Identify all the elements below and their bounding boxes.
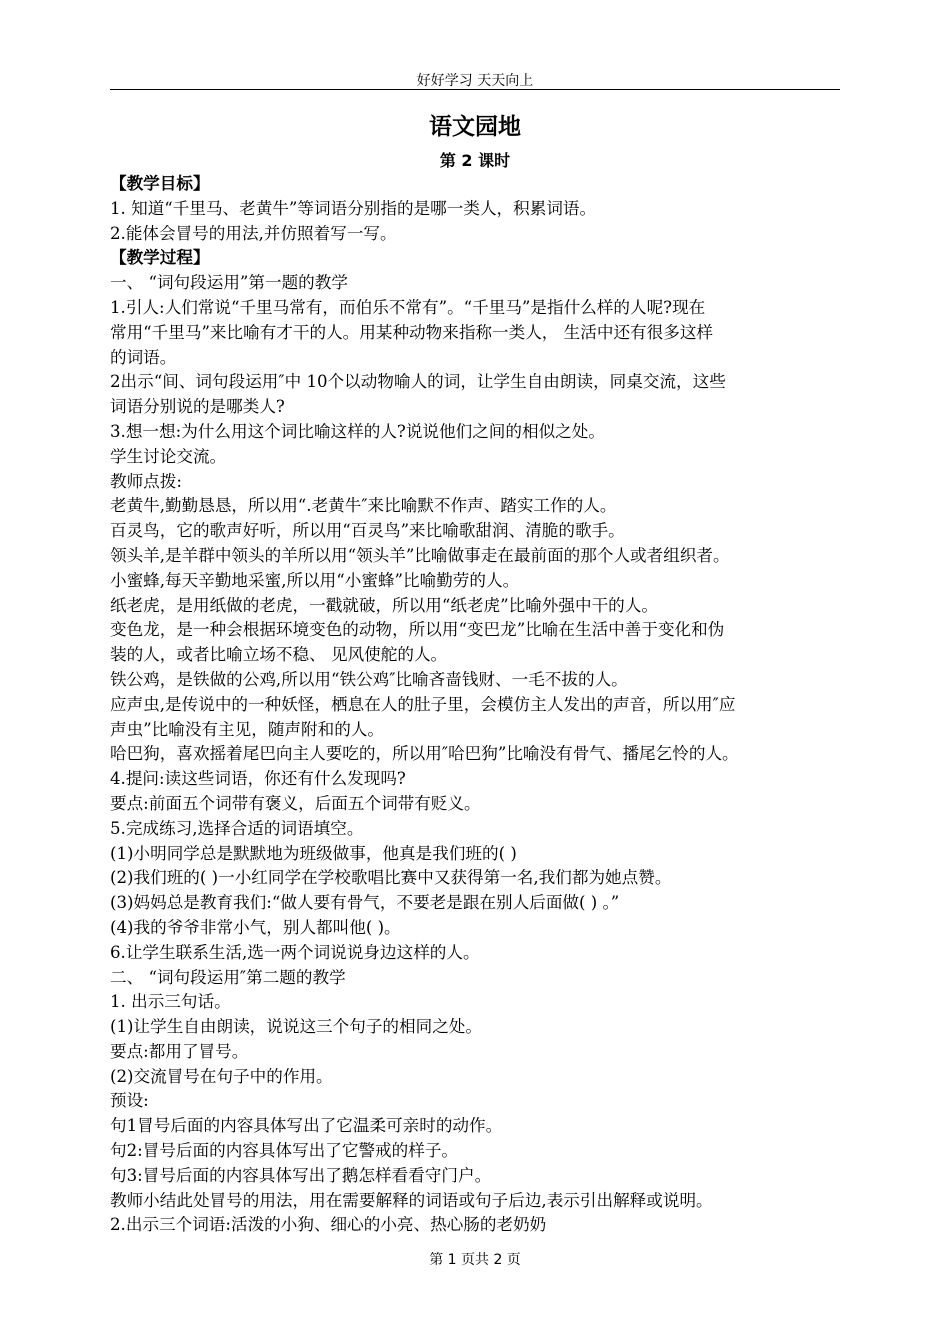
text-line: 装的人，或者比喻立场不稳、 见风使舵的人。 xyxy=(110,645,448,665)
text-line: 句1冒号后面的内容具体写出了它温柔可亲时的动作。 xyxy=(110,1116,503,1136)
text-line: 要点:都用了冒号。 xyxy=(110,1041,249,1061)
text-line: 要点:前面五个词带有褒义，后面五个词带有贬义。 xyxy=(110,793,481,813)
document-body xyxy=(110,172,842,1238)
text-line: 2.能体会冒号的用法,并仿照着写一写。 xyxy=(110,223,397,243)
page-footer: 第 1 页共 2 页 xyxy=(429,1252,521,1268)
text-line: 1. 出示三句话。 xyxy=(110,992,231,1012)
text-line: 变色龙，是一种会根据环境变色的动物，所以用“变巴龙”比喻在生活中善于变化和伪 xyxy=(110,620,725,640)
text-line: 领头羊,是羊群中领头的羊所以用“领头羊”比喻做事走在最前面的那个人或者组织者。 xyxy=(110,545,730,565)
text-line: 1.引人:人们常说“千里马常有，而伯乐不常有”。“千里马”是指什么样的人呢?现在 xyxy=(110,297,706,317)
text-line: 2.出示三个词语:活泼的小狗、细心的小亮、热心肠的老奶奶 xyxy=(110,1215,547,1235)
page-title: 语文园地 xyxy=(429,114,521,140)
text-line: 5.完成练习,选择合适的词语填空。 xyxy=(110,818,364,838)
text-line: 2出示“间、词句段运用″中 10个以动物喻人的词，让学生自由朗读，同桌交流，这些 xyxy=(110,372,726,392)
text-line: (1)小明同学总是默默地为班级做事，他真是我们班的( ) xyxy=(110,843,517,863)
text-line: 6.让学生联系生活,选一两个词说说身边这样的人。 xyxy=(110,942,480,962)
text-line: 哈巴狗，喜欢摇着尾巴向主人要吃的，所以用″哈巴狗”比喻没有骨气、播尾乞怜的人。 xyxy=(110,744,739,764)
text-line: 常用“千里马”来比喻有才干的人。用某种动物来指称一类人， 生活中还有很多这样 xyxy=(110,322,714,342)
text-line: 1. 知道“千里马、老黄牛”等词语分别指的是哪一类人，积累词语。 xyxy=(110,198,597,218)
text-line: 铁公鸡，是铁做的公鸡,所以用“铁公鸡″比喻吝啬钱财、一毛不拔的人。 xyxy=(110,669,628,689)
text-line: (4)我的爷爷非常小气，别人都叫他( )。 xyxy=(110,917,401,937)
text-line: 句2:冒号后面的内容具体写出了它警戒的样子。 xyxy=(110,1141,459,1161)
text-line: 二、 “词句段运用″第二题的教学 xyxy=(110,967,346,987)
text-line: 百灵鸟，它的歌声好听，所以用“百灵鸟”来比喻歌甜润、清脆的歌手。 xyxy=(110,521,625,541)
text-line: 纸老虎，是用纸做的老虎，一戳就破，所以用“纸老虎”比喻外强中干的人。 xyxy=(110,595,658,615)
text-line: 预设: xyxy=(110,1091,149,1111)
text-line: 的词语。 xyxy=(110,347,177,367)
text-line: 应声虫,是传说中的一种妖怪，栖息在人的肚子里，会模仿主人发出的声音，所以用″应 xyxy=(110,694,736,714)
text-line: (2)我们班的( )一小红同学在学校歌唱比赛中又获得第一名,我们都为她点赞。 xyxy=(110,868,672,888)
text-line: (2)交流冒号在句子中的作用。 xyxy=(110,1066,333,1086)
text-line: 声虫”比喻没有主见，随声附和的人。 xyxy=(110,719,384,739)
lesson-subtitle: 第 2 课时 xyxy=(439,151,511,170)
section-heading: 【教学过程】 xyxy=(110,248,210,268)
text-line: 学生讨论交流。 xyxy=(110,446,227,466)
text-line: 3.想一想:为什么用这个词比喻这样的人?说说他们之间的相似之处。 xyxy=(110,421,605,441)
page-header: 好好学习 天天向上 xyxy=(416,73,534,89)
text-line: 小蜜蜂,每天辛勤地采蜜,所以用“小蜜蜂”比喻勤劳的人。 xyxy=(110,570,520,590)
section-heading: 【教学目标】 xyxy=(110,174,210,193)
header-divider xyxy=(110,89,840,90)
text-line: (3)妈妈总是教育我们:“做人要有骨气，不要老是跟在别人后面做( ) 。” xyxy=(110,893,620,913)
text-line: 一、 “词句段运用”第一题的教学 xyxy=(110,273,348,293)
text-line: (1)让学生自由朗读，说说这三个句子的相同之处。 xyxy=(110,1017,482,1037)
text-line: 老黄牛,勤勤恳恳，所以用“.老黄牛″来比喻默不作声、踏实工作的人。 xyxy=(110,496,617,516)
text-line: 教师点拨: xyxy=(110,471,182,491)
text-line: 4.提问:读这些词语，你还有什么发现吗? xyxy=(110,769,406,789)
text-line: 词语分别说的是哪类人? xyxy=(110,397,285,417)
text-line: 句3:冒号后面的内容具体写出了鹅怎样看看守门户。 xyxy=(110,1165,492,1185)
text-line: 教师小结此处冒号的用法，用在需要解释的词语或句子后边,表示引出解释或说明。 xyxy=(110,1190,713,1210)
